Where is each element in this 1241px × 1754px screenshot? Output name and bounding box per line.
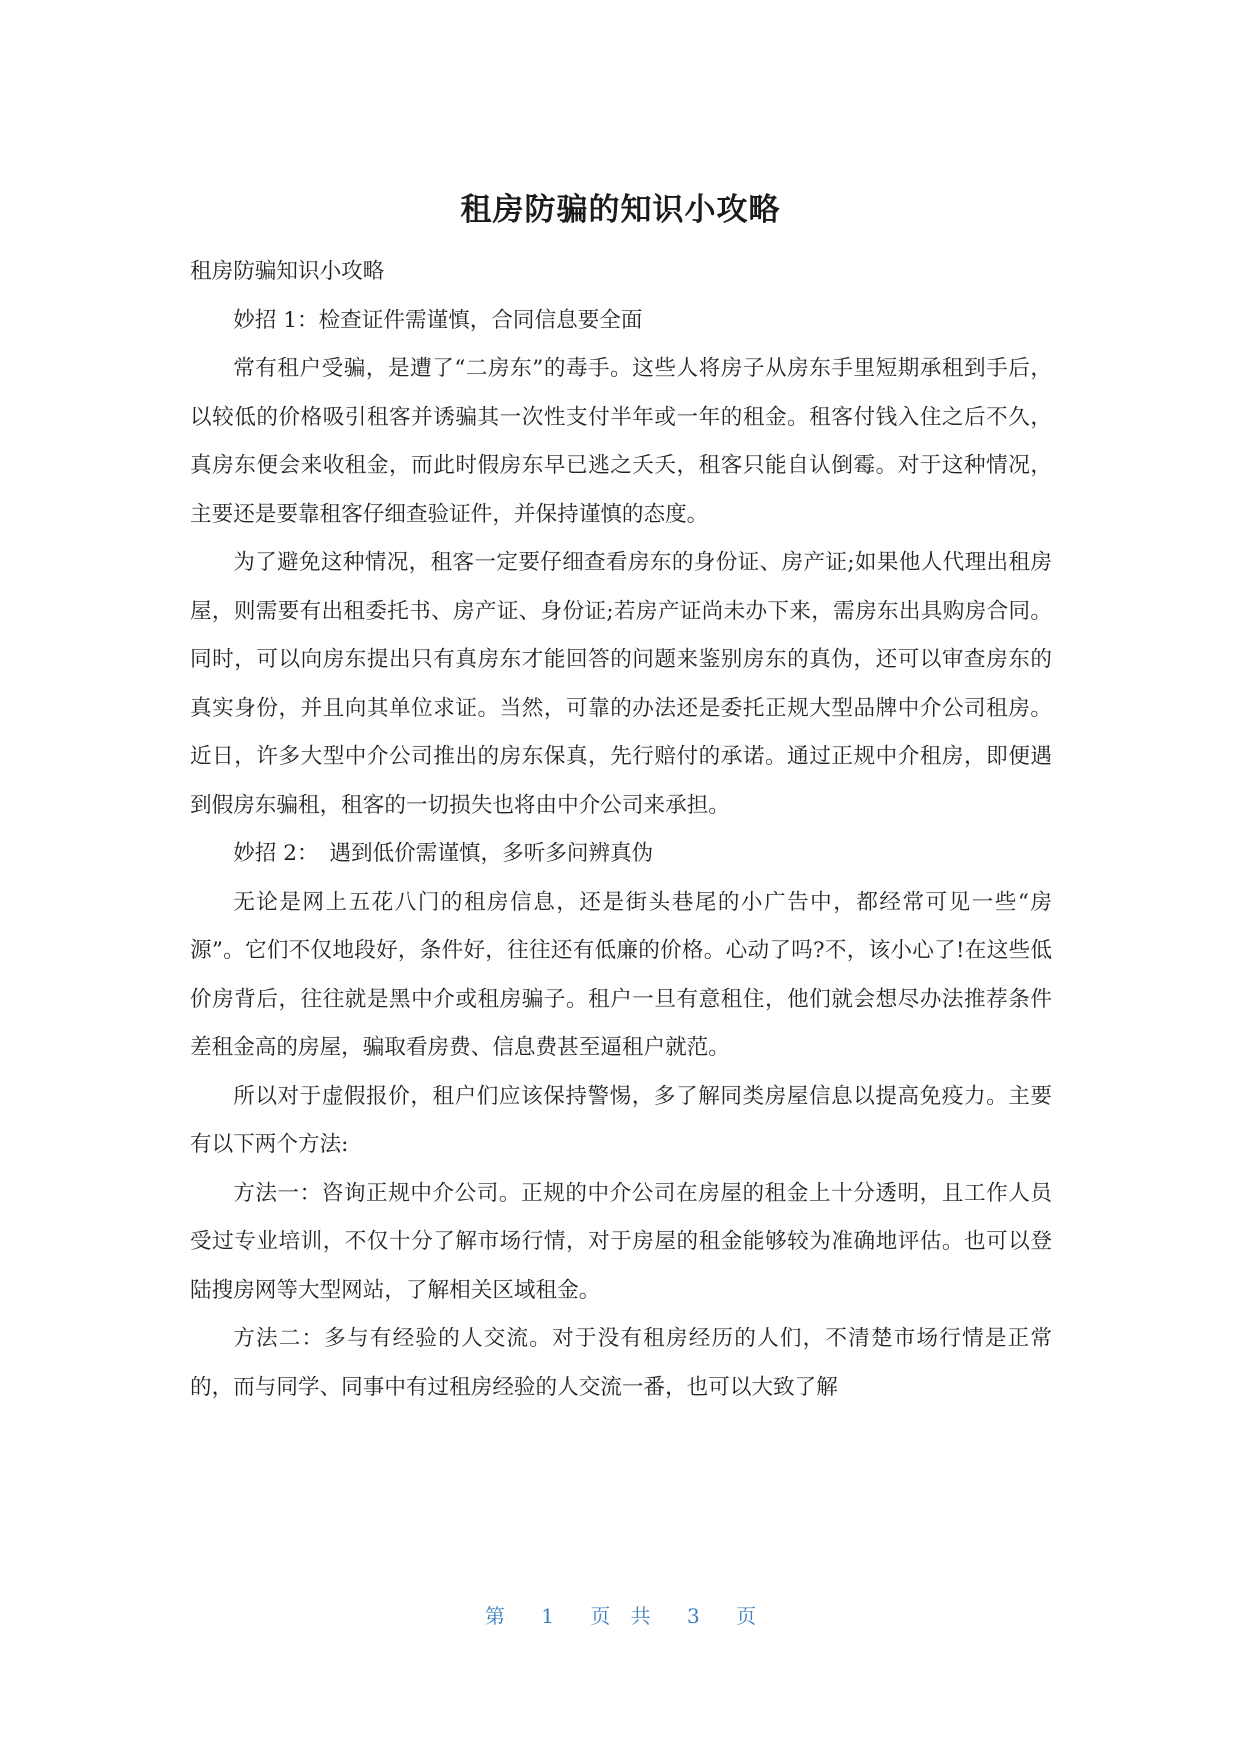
- page-footer: [0, 1601, 1241, 1631]
- document-body: [190, 248, 1052, 1412]
- tip-1-heading: 妙招 1：检查证件需谨慎，合同信息要全面: [233, 307, 643, 333]
- method-1-paragraph: 方法一：咨询正规中介公司。正规的中介公司在房屋的租金上十分透明，且工作人员受过专业培训，不仅十分了解市场行情，对于房屋的租金能够较为准确地评估。也可以登陆搜房网等大型网站，了解相关区域租金。: [190, 1180, 1052, 1303]
- footer-label-page: 第: [484, 1604, 505, 1628]
- tip-2-heading: 妙招 2： 遇到低价需谨慎，多听多问辨真伪: [233, 841, 654, 866]
- footer-label-pages: 页: [736, 1604, 757, 1628]
- paragraph: 为了避免这种情况，租客一定要仔细查看房东的身份证、房产证;如果他人代理出租房屋，则需要有出租委托书、房产证、身份证;若房产证尚未办下来，需房东出具购房合同。同时，可以向房东提出只有真房东才能回答的问题来鉴别房东的真伪，还可以审查房东的真实身份，并且向其单位求证。当然，可靠的办法还是委托正规大型品牌中介公司租房。近日，许多大型中介公司推出的房东保真，先行赔付的承诺。通过正规中介租房，即便遇到假房东骗租，租客的一切损失也将由中介公司来承担。: [190, 550, 1052, 818]
- paragraph: 常有租户受骗，是遭了“二房东”的毒手。这些人将房子从房东手里短期承租到手后，以较低的价格吸引租客并诱骗其一次性支付半年或一年的租金。租客付钱入住之后不久，真房东便会来收租金，而此时假房东早已逃之夭夭，租客只能自认倒霉。对于这种情况，主要还是要靠租客仔细查验证件，并保持谨慎的态度。: [190, 356, 1052, 527]
- paragraph: 无论是网上五花八门的租房信息，还是街头巷尾的小广告中，都经常可见一些“房源”。它们不仅地段好，条件好，往往还有低廉的价格。心动了吗?不，该小心了!在这些低价房背后，往往就是黑中介或租房骗子。租户一旦有意租住，他们就会想尽办法推荐条件差租金高的房屋，骗取看房费、信息费甚至逼租户就范。: [190, 889, 1052, 1060]
- footer-total-pages: 3: [687, 1604, 700, 1628]
- footer-current-page: 1: [541, 1604, 554, 1628]
- page-title: 租房防骗的知识小攻略: [460, 192, 781, 228]
- document-subtitle: 租房防骗知识小攻略: [190, 259, 385, 284]
- paragraph: 所以对于虚假报价，租户们应该保持警惕，多了解同类房屋信息以提高免疫力。主要有以下两个方法:: [190, 1083, 1052, 1157]
- method-2-paragraph: 方法二：多与有经验的人交流。对于没有租房经历的人们，不清楚市场行情是正常的，而与同学、同事中有过租房经验的人交流一番，也可以大致了解: [190, 1326, 1052, 1400]
- footer-label-of: 页 共: [590, 1604, 651, 1628]
